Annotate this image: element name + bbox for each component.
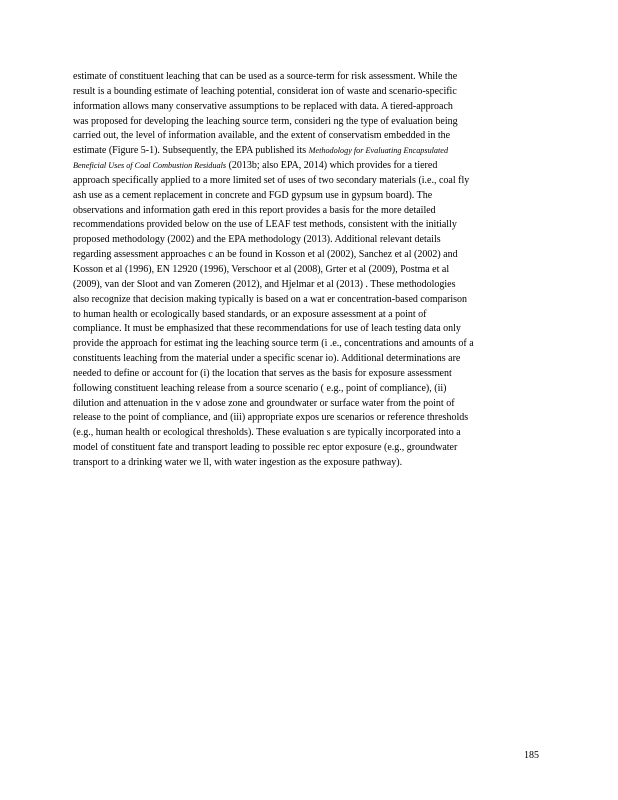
text-line-start: estimate (Figure 5‐1). Subsequently, the EPA published its bbox=[73, 145, 307, 157]
text-line: constituents leaching from the material under a specific scenar io). Additional determinations are bbox=[73, 353, 461, 365]
text-line: estimate of constituent leaching that can be used as a source‐term for risk assessment. While the bbox=[73, 71, 458, 82]
text-line: proposed methodology (2002) and the EPA methodology (2013). Additional relevant details bbox=[73, 234, 441, 246]
page-number: 185 bbox=[524, 750, 539, 761]
text-line: model of constituent fate and transport leading to possible rec eptor exposure (e.g., groundwater bbox=[73, 442, 458, 454]
text-line: ash use as a cement replacement in concrete and FGD gypsum use in gypsum board). The bbox=[73, 189, 433, 201]
text-line: also recognize that decision making typically is based on a wat er concentration‐based comparison bbox=[73, 293, 468, 305]
text-line bbox=[73, 144, 543, 159]
text-line: provide the approach for estimat ing the leaching source term (i .e., concentrations and amounts of a bbox=[73, 338, 474, 350]
text-line: information allows many conservative assumptions to be replaced with data. A tiered‐approach bbox=[73, 100, 453, 112]
text-line: dilution and attenuation in the v adose zone and groundwater or surface water from the point of bbox=[73, 397, 455, 409]
publication-title-part1: Methodology for Evaluating Encapsulated bbox=[308, 146, 449, 156]
text-line: carried out, the level of information available, and the extent of conservatism embedded in the bbox=[73, 130, 451, 142]
body-paragraph bbox=[73, 70, 543, 471]
text-line: was proposed for developing the leaching source term, consideri ng the type of evaluation being bbox=[73, 115, 458, 127]
text-line: regarding assessment approaches c an be found in Kosson et al (2002), Sanchez et al (2002) and bbox=[73, 249, 458, 261]
text-line: following constituent leaching release from a source scenario ( e.g., point of compliance), (ii) bbox=[73, 382, 447, 394]
text-line bbox=[73, 159, 543, 174]
text-line: approach specifically applied to a more limited set of uses of two secondary materials (i.e., coal fly bbox=[73, 174, 470, 186]
publication-title-part2: Beneficial Uses of Coal Combustion Residuals bbox=[73, 161, 227, 171]
text-line: result is a bounding estimate of leaching potential, considerat ion of waste and scenario‐specific bbox=[73, 85, 457, 97]
text-line: (2009), van der Sloot and van Zomeren (2012), and Hjelmar et al (2013) . These methodologies bbox=[73, 278, 456, 290]
text-line: Kosson et al (1996), EN 12920 (1996), Verschoor et al (2008), Grter et al (2009), Postma et al bbox=[73, 263, 450, 275]
text-line: recommendations provided below on the use of LEAF test methods, consistent with the initially bbox=[73, 219, 457, 231]
text-line: (e.g., human health or ecological thresholds). These evaluation s are typically incorporated into a bbox=[73, 427, 461, 439]
text-line: observations and information gath ered in this report provides a basis for the more detailed bbox=[73, 204, 436, 216]
text-line: to human health or ecologically based standards, or an exposure assessment at a point of bbox=[73, 308, 427, 320]
text-line: compliance. It must be emphasized that these recommendations for use of leach testing data only bbox=[73, 323, 461, 335]
citation-text: (2013b; also EPA, 2014) which provides for a tiered bbox=[226, 160, 438, 172]
text-line: needed to define or account for (i) the location that serves as the basis for exposure assessment bbox=[73, 367, 452, 379]
text-line: release to the point of compliance, and (iii) appropriate expos ure scenarios or reference thresholds bbox=[73, 412, 469, 424]
text-line: transport to a drinking water we ll, with water ingestion as the exposure pathway). bbox=[73, 456, 403, 468]
